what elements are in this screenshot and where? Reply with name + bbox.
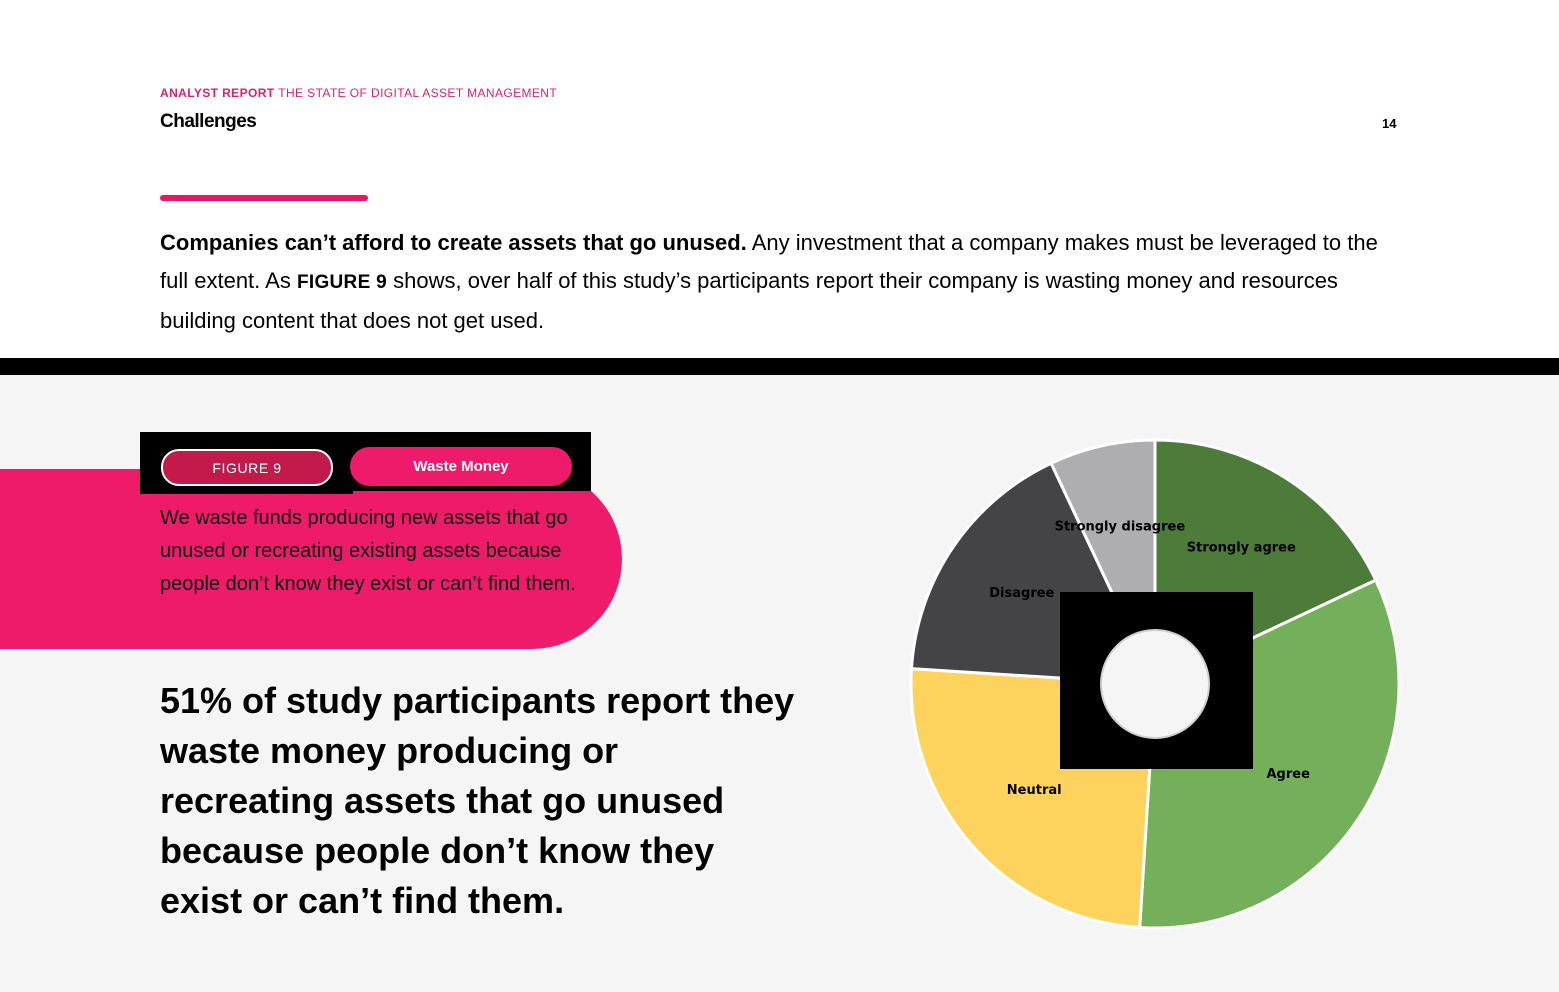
figure-tag: FIGURE 9 (161, 449, 333, 486)
pie-label-strongly-agree: Strongly agree (1186, 540, 1296, 556)
chart-center-hole (1101, 630, 1209, 738)
report-kicker-text: THE STATE OF DIGITAL ASSET MANAGEMENT (278, 86, 558, 100)
intro-lead: Companies can’t afford to create assets that go unused. (160, 230, 747, 255)
intro-text-2: shows, over half of this study’s participants report their company is wasting money and resources building content that does not get used. (160, 268, 1338, 333)
topic-tag: Waste Money (350, 447, 572, 486)
figure-reference: FIGURE 9 (296, 272, 387, 293)
pie-label-strongly-disagree: Strongly disagree (1054, 519, 1186, 535)
pie-label-agree: Agree (1266, 767, 1310, 783)
key-finding-headline: 51% of study participants report they waste money producing or recreating assets that go unused because people don’t know they exist or can’t find them. (160, 680, 795, 921)
pie-label-neutral: Neutral (1006, 782, 1062, 798)
survey-statement: We waste funds producing new assets that go unused or recreating existing assets because people don’t know they exist or can’t find them. (160, 507, 576, 595)
pie-label-disagree: Disagree (989, 585, 1055, 601)
page-number: 14 (1382, 116, 1397, 131)
report-kicker-bold: ANALYST REPORT (160, 86, 275, 100)
section-title: Challenges (160, 111, 257, 132)
intro-text-1: Any investment that a company makes must be leveraged to the full extent. As (160, 230, 1378, 293)
